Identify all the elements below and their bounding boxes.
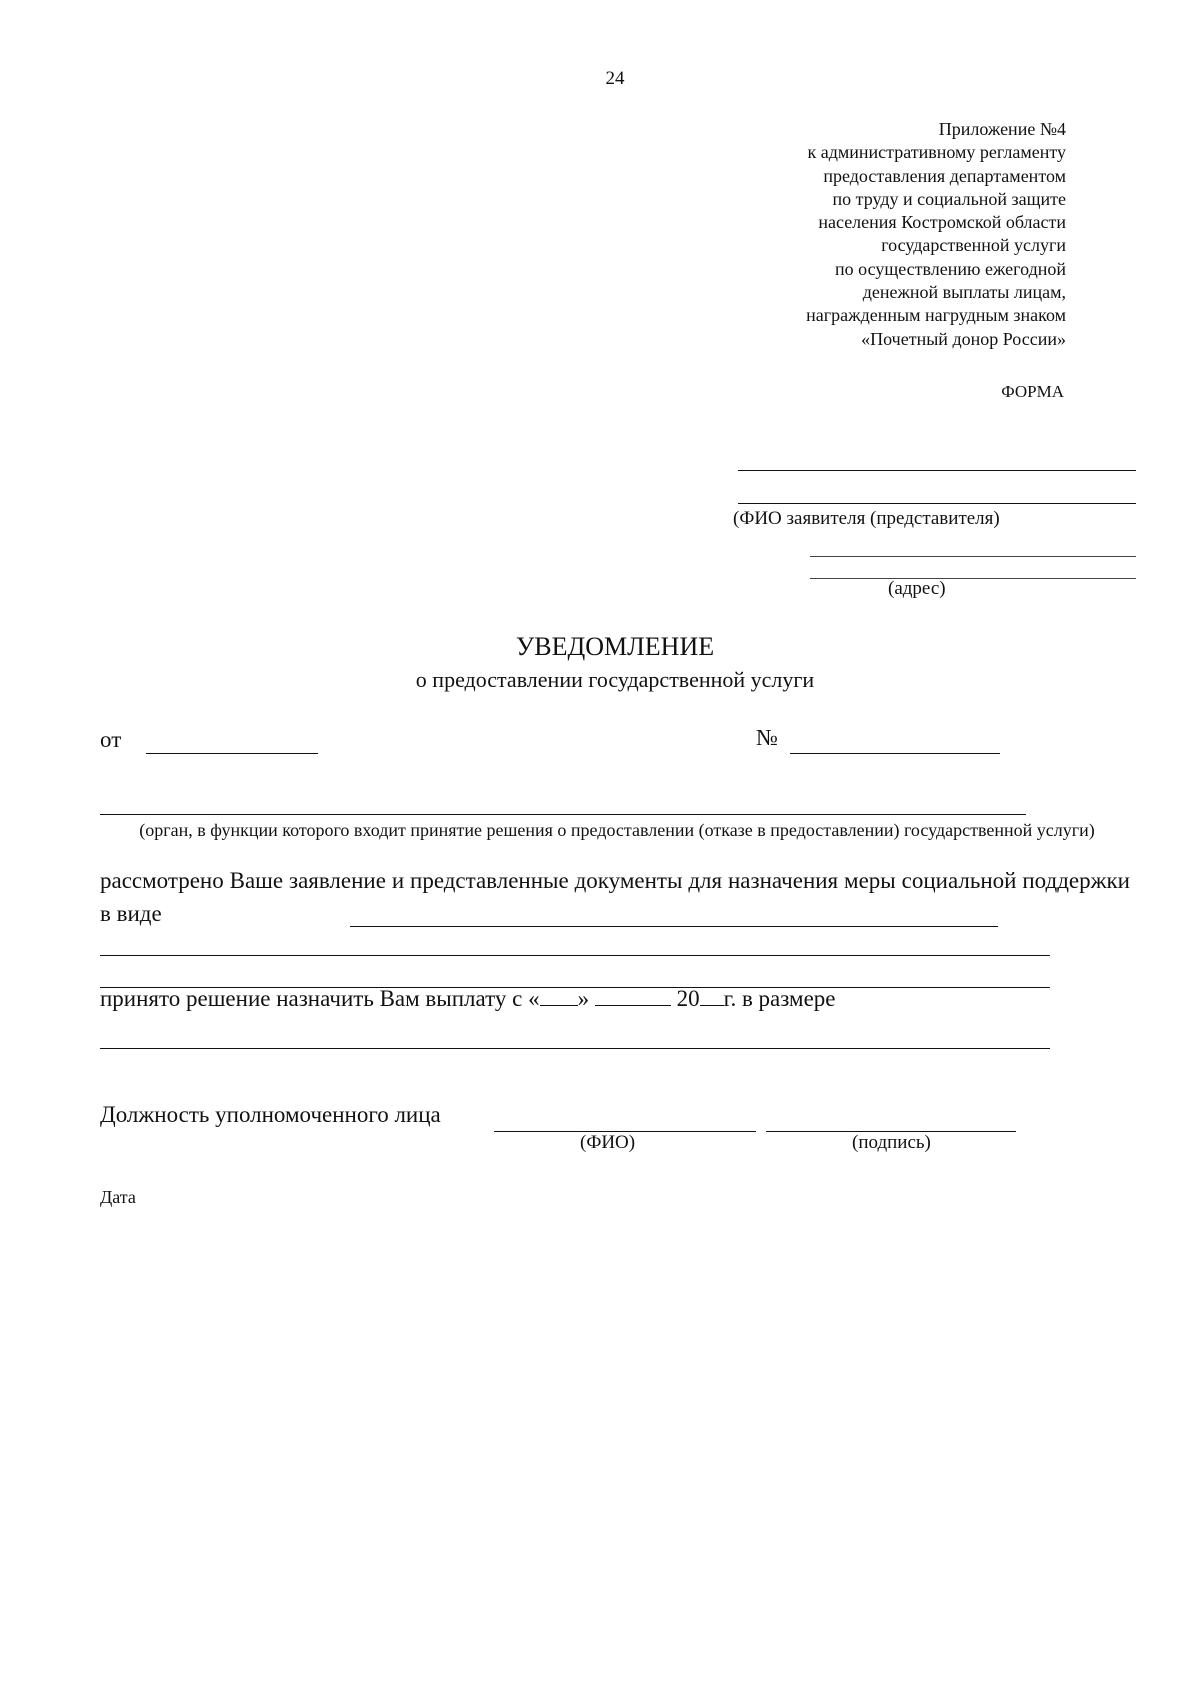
- decision-prefix: принято решение назначить Вам выплату с «: [100, 986, 540, 1011]
- decision-suffix: г. в размере: [723, 986, 836, 1011]
- decision-quote-close: »: [577, 986, 590, 1011]
- body-paragraph: рассмотрено Ваше заявление и представленные документы для назначения меры социальной поддержки в виде: [100, 868, 1130, 926]
- organ-field[interactable]: [100, 814, 1026, 815]
- decision-year-prefix: 20: [676, 986, 700, 1011]
- address-line-1[interactable]: [810, 556, 1136, 557]
- notice-subtitle: о предоставлении государственной услуги: [415, 667, 815, 692]
- appendix-line: к административному регламенту: [807, 142, 1066, 163]
- appendix-line: награжденным нагрудным знаком: [806, 305, 1066, 326]
- official-fio-caption: (ФИО): [580, 1132, 636, 1153]
- date-from-field[interactable]: [146, 753, 318, 754]
- form-label: ФОРМА: [1001, 382, 1064, 401]
- notice-title: УВЕДОМЛЕНИЕ: [515, 632, 715, 661]
- date-from-label: от: [100, 727, 122, 752]
- applicant-fio-caption: (ФИО заявителя (представителя): [733, 508, 1000, 529]
- appendix-line: населения Костромской области: [818, 212, 1066, 233]
- amount-field[interactable]: [100, 1048, 1050, 1049]
- official-signature-caption: (подпись): [852, 1132, 931, 1153]
- decision-month-field[interactable]: [595, 985, 671, 1006]
- page-number: 24: [605, 68, 625, 89]
- appendix-header: [646, 118, 1066, 351]
- support-type-line-2[interactable]: [100, 955, 1050, 956]
- decision-year-field[interactable]: [700, 985, 724, 1006]
- decision-day-field[interactable]: [540, 985, 578, 1006]
- appendix-line: по осуществлению ежегодной: [835, 258, 1066, 279]
- support-type-field[interactable]: [350, 926, 998, 927]
- number-label: №: [756, 725, 778, 750]
- address-line-2[interactable]: [810, 578, 1136, 579]
- address-caption: (адрес): [888, 578, 946, 599]
- appendix-line: «Почетный донор России»: [861, 328, 1066, 349]
- appendix-line: государственной услуги: [881, 235, 1066, 256]
- appendix-line: по труду и социальной защите: [832, 188, 1066, 209]
- date-label: Дата: [100, 1187, 136, 1207]
- appendix-line: денежной выплаты лицам,: [862, 282, 1066, 303]
- decision-line: [100, 985, 836, 1012]
- applicant-fio-line-2[interactable]: [738, 503, 1136, 504]
- organ-caption: (орган, в функции которого входит принятие решения о предоставлении (отказе в предоставлении) государственной услуги): [139, 820, 1095, 840]
- appendix-line: Приложение №4: [938, 119, 1066, 139]
- appendix-line: предоставления департаментом: [823, 165, 1066, 186]
- number-field[interactable]: [790, 753, 1000, 754]
- position-label: Должность уполномоченного лица: [100, 1102, 441, 1127]
- applicant-fio-line-1[interactable]: [738, 470, 1136, 471]
